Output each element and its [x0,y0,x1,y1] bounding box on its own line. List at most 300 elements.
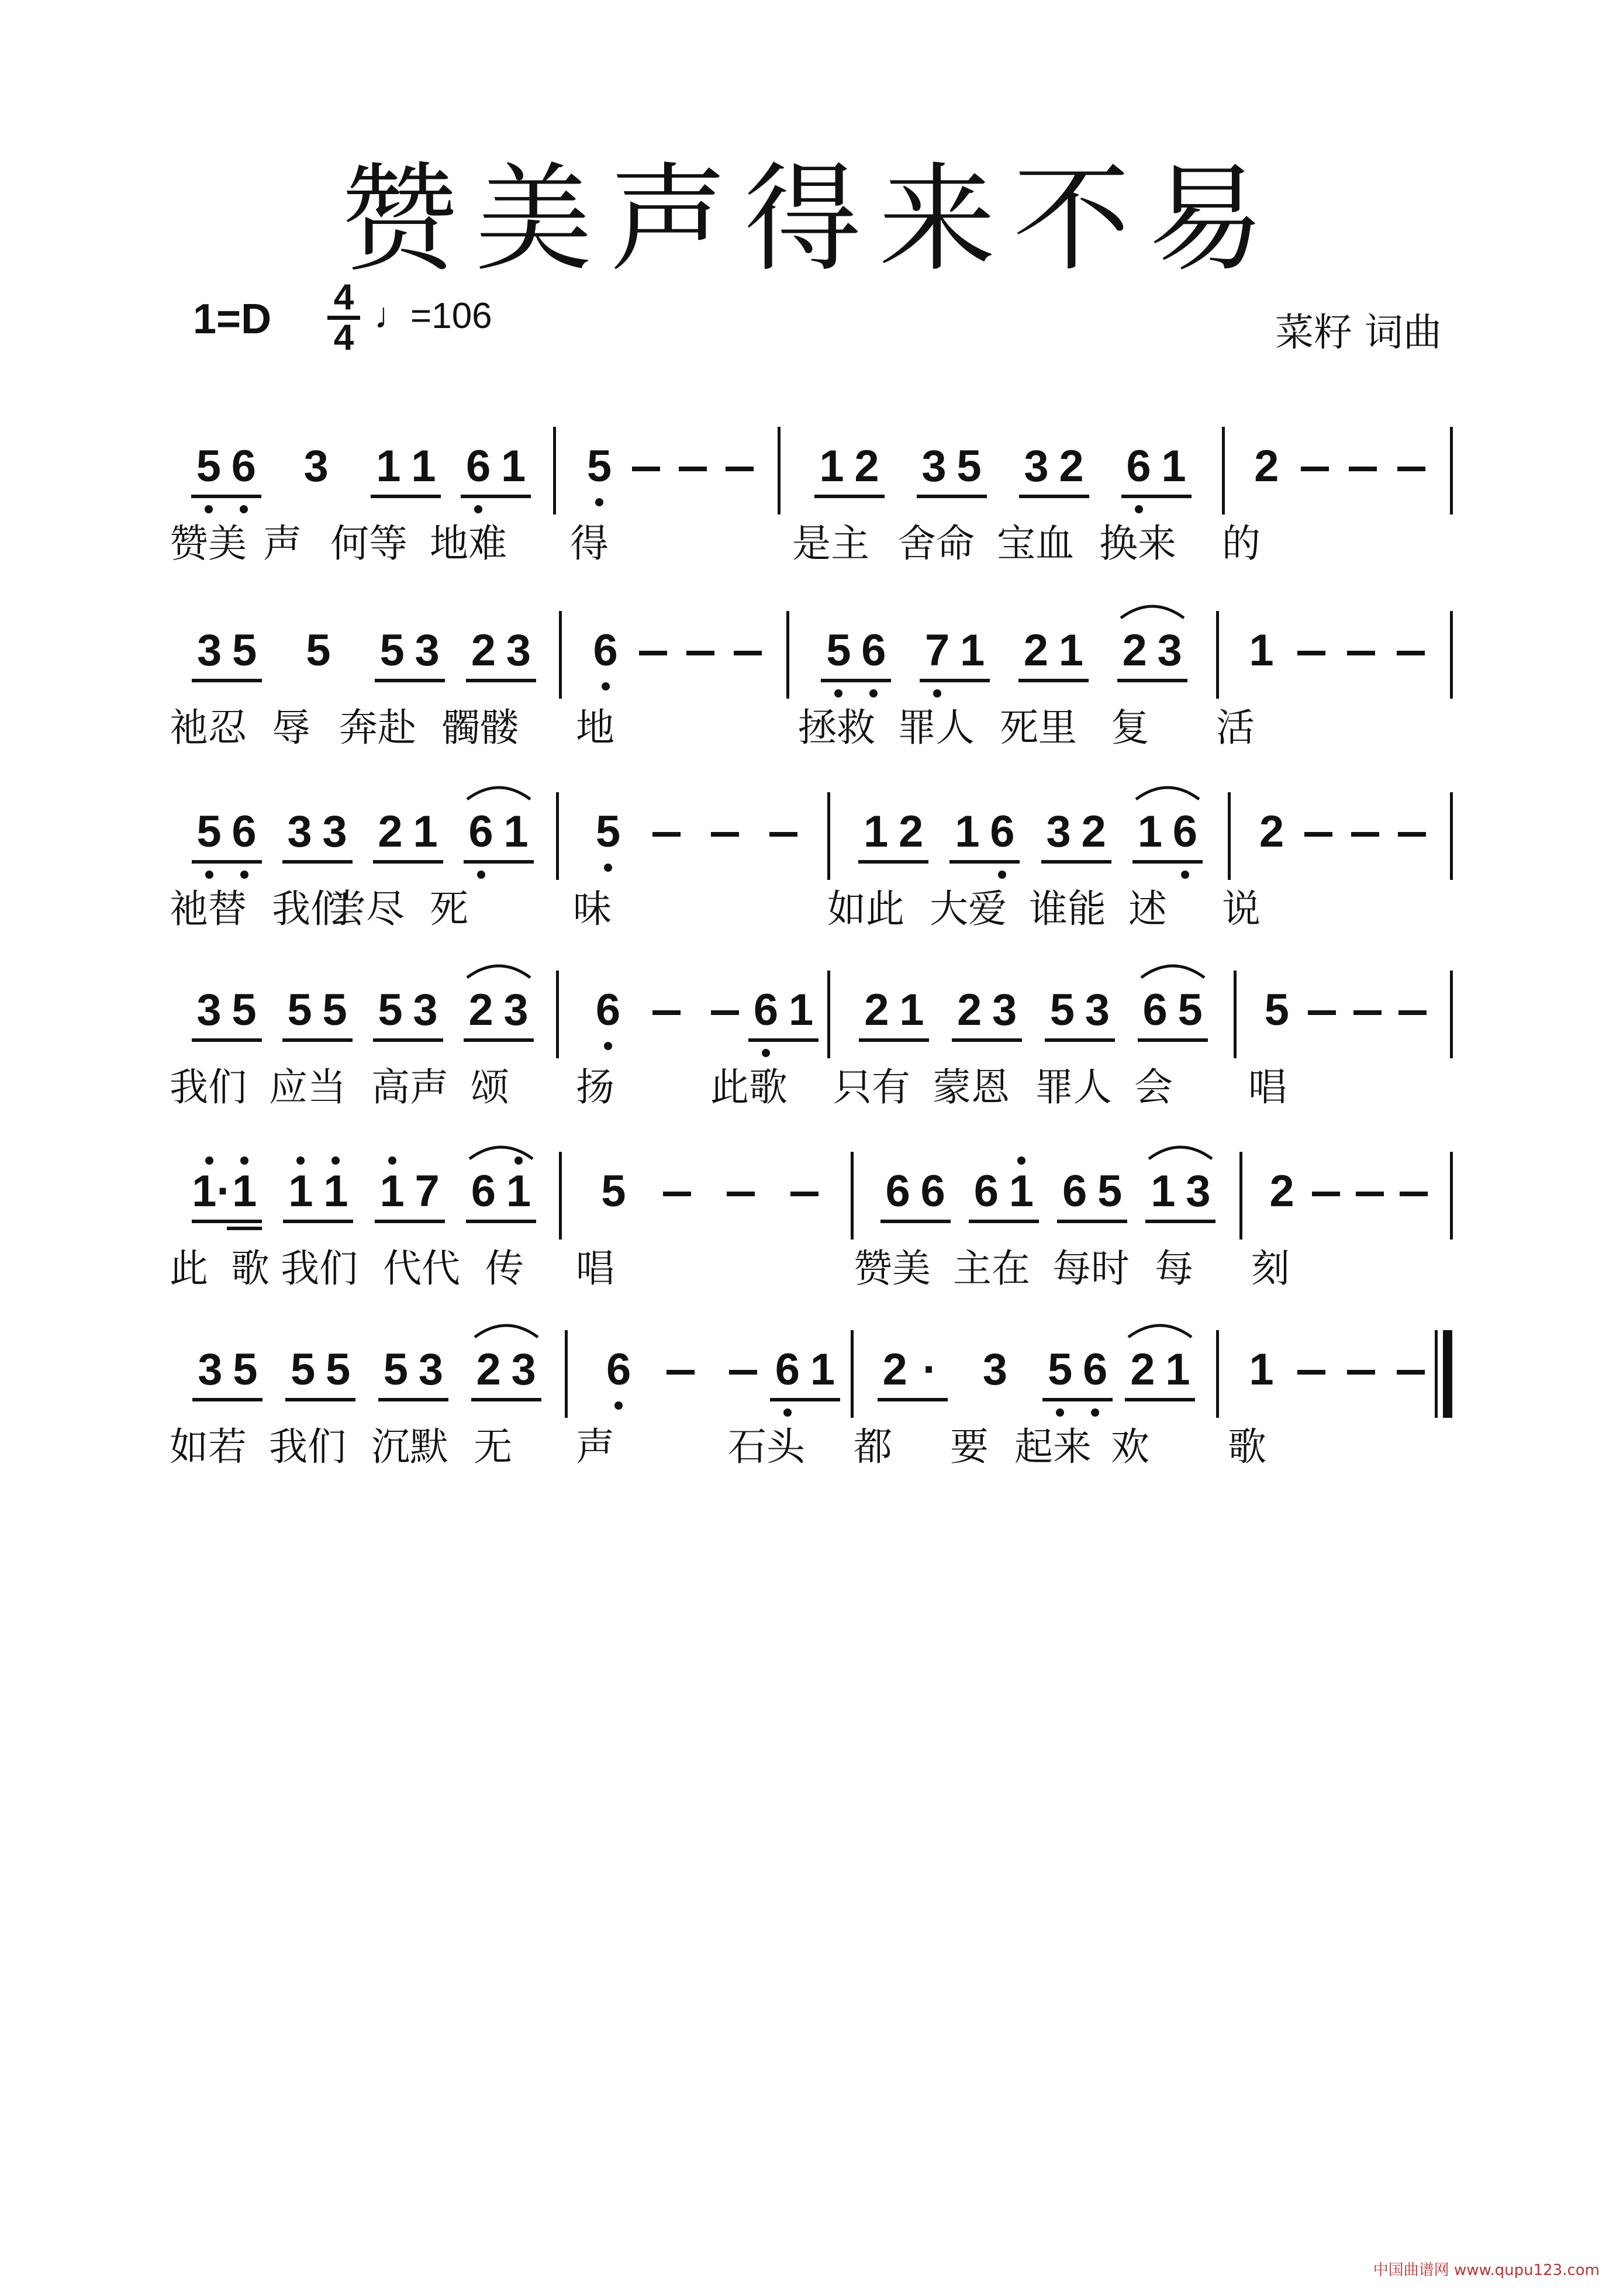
octave-dot-low [205,505,213,513]
lyric-syllable: 只有 [833,1065,910,1110]
eighth-underline [378,1398,448,1401]
octave-dot-low [1056,1408,1064,1417]
note: 5 [196,807,222,857]
eighth-underline [949,860,1020,864]
lyric-syllable: 声 [263,521,302,566]
note: 6 [231,441,257,491]
note: 3 [322,807,347,857]
octave-dot-high [388,1156,396,1165]
dash-extension [734,651,762,655]
octave-dot-high [1017,1156,1025,1165]
octave-dot-low [474,505,482,513]
lyric-syllable: 髑髅 [441,705,519,750]
note: 5 [290,1345,316,1394]
note: 6 [973,1166,999,1216]
note: 2 [1130,1345,1155,1394]
note: 6 [1062,1166,1087,1216]
lyric-syllable: 换来 [1099,521,1176,566]
dash-extension [1297,651,1325,655]
note: 6 [920,1166,945,1216]
octave-dot-high [331,1156,340,1165]
note: 3 [415,626,440,675]
slur-arc [1138,958,1208,981]
note: 3 [1157,626,1182,675]
note: 1 [500,441,526,491]
note: 1 [1151,1166,1176,1216]
note: 2 [864,985,889,1035]
note: 2 [378,807,403,857]
octave-dot-high [240,1156,248,1165]
eighth-underline [1121,495,1192,498]
eighth-underline [464,860,534,864]
eighth-underline [920,679,990,682]
eighth-underline [1041,860,1111,864]
lyric-syllable: 味 [573,886,612,931]
octave-dot-high [296,1156,305,1165]
dash-extension [1297,1370,1325,1375]
note: 1 [1058,626,1084,675]
song-title: 赞美声得来不易 [340,151,1282,288]
eighth-underline [1057,1220,1127,1223]
slur-arc [464,779,534,803]
note: 1 [788,985,814,1035]
slur-arc [1132,779,1203,803]
lyric-syllable: 得 [570,521,609,566]
dash-extension [769,832,797,837]
eighth-underline [1045,1038,1115,1042]
note: 3 [1024,441,1049,491]
lyric-syllable: 扬 [576,1065,614,1110]
note: 5 [378,985,403,1035]
eighth-underline [471,1398,541,1401]
lyric-syllable: 的 [1222,521,1261,566]
slur-arc [1125,1317,1195,1341]
octave-dot-low [602,682,610,690]
lyric-syllable: 奔赴 [339,705,416,750]
eighth-underline [373,860,443,864]
eighth-underline [1042,1398,1113,1401]
score-system [0,1345,1623,1500]
eighth-underline [461,495,531,498]
dash-extension [1347,651,1375,655]
lyric-syllable: 死里 [1000,705,1077,750]
dash-extension [1397,651,1425,655]
lyric-syllable: 谁能 [1029,886,1106,931]
note: 3 [196,985,222,1035]
dash-extension [1356,1192,1384,1196]
note: 1 [955,807,980,857]
final-barline [1443,1330,1452,1418]
note: 5 [1177,985,1203,1035]
eighth-underline [192,679,262,682]
lyric-syllable: 赞美 [170,521,247,566]
barline [1450,611,1453,699]
eighth-underline [1019,495,1089,498]
note: 1 [1009,1166,1034,1216]
note: 1 [323,1166,348,1216]
dash-extension [1398,832,1426,837]
note: 3 [921,441,947,491]
note: 6 [232,807,257,857]
lyric-syllable: 代代 [383,1246,460,1291]
dash-extension [686,651,714,655]
note: 5 [586,441,612,491]
lyric-syllable: 如若 [170,1424,247,1469]
lyric-syllable: 罪人 [1035,1065,1112,1110]
dash-extension [711,832,739,837]
note: 2 [468,985,493,1035]
eighth-underline [371,495,441,498]
octave-dot-high [205,1156,213,1165]
note: 1· [192,1166,232,1216]
note: 2 [471,626,496,675]
note: 2 [854,441,879,491]
note: 6 [990,807,1015,857]
note: 5 [196,441,222,491]
lyric-syllable: 地 [576,705,614,750]
note: 7 [415,1166,440,1216]
lyric-syllable: 是主 [792,521,869,566]
barline [1450,427,1453,515]
lyric-syllable: 沉默 [371,1424,448,1469]
eighth-underline [282,1038,353,1042]
lyric-syllable: 辱 [272,705,310,750]
eighth-underline [285,1398,355,1401]
note: 6 [753,985,779,1035]
note: 6 [1172,807,1198,857]
lyric-syllable: 应当 [269,1065,346,1110]
barline [778,427,781,515]
slur-arc [1145,1139,1215,1162]
eighth-underline [192,860,262,864]
eighth-underline [770,1398,840,1401]
barline [1239,1152,1242,1240]
note: 6 [593,626,618,675]
lyric-syllable: 每时 [1052,1246,1130,1291]
eighth-underline [1138,1038,1208,1042]
note: 1 [379,1166,405,1216]
lyric-syllable: 颂 [471,1065,509,1110]
eighth-underline [814,495,885,498]
lyric-syllable: 述 [1128,886,1167,931]
note: 3 [287,807,312,857]
eighth-underline [373,1038,443,1042]
barline [1435,1330,1438,1418]
note: 1 [899,985,924,1035]
note: 3 [413,985,438,1035]
eighth-underline [1132,860,1203,864]
dash-extension [1301,467,1329,471]
eighth-underline [192,1398,263,1401]
note: 5 [325,1345,351,1394]
time-signature-bottom: 4 [333,317,354,358]
lyric-syllable: 都 [854,1424,892,1469]
octave-dot-low [614,1401,623,1410]
dash-extension [652,832,681,837]
lyric-syllable: 会 [1134,1065,1173,1110]
note: 1 [232,1166,257,1216]
note: 5 [595,807,621,857]
eighth-underline [466,679,536,682]
eighth-underline [282,860,353,864]
slur-arc [471,1317,541,1341]
note: 5 [601,1166,626,1216]
note: 6 [885,1166,910,1216]
note: 3 [196,626,222,675]
note: 5 [379,626,405,675]
note: 3 [1085,985,1110,1035]
barline [827,792,830,880]
tempo-marking: ♩=106 [374,296,492,336]
barline [1222,427,1225,515]
note: 7 [924,626,950,675]
lyric-syllable: 祂忍 [170,705,247,750]
dash-extension [1398,1010,1427,1015]
octave-dot-low [1135,505,1143,513]
note: 1 [863,807,889,857]
lyric-syllable: 我们 [281,1246,358,1291]
sixteenth-underline [227,1227,262,1230]
lyric-syllable: 大爱 [930,886,1007,931]
barline [851,1330,854,1418]
octave-dot-low [477,871,485,879]
note: 2 [882,1345,907,1394]
octave-dot-low [604,1042,612,1050]
eighth-underline [191,495,261,498]
watermark-logo: 中国曲谱网 www.qupu123.com [1373,2262,1600,2279]
lyric-syllable: 歌 [1228,1424,1266,1469]
lyric-syllable: 蒙恩 [933,1065,1010,1110]
eighth-underline [821,679,891,682]
lyric-syllable: 死 [430,886,468,931]
barline [559,611,562,699]
score-system [0,807,1623,962]
note: 1 [810,1345,835,1394]
note: 5 [287,985,312,1035]
note: 1 [288,1166,313,1216]
note: 3 [992,985,1017,1035]
dash-extension [790,1192,819,1196]
note: 1 [503,807,529,857]
octave-dot-low [834,689,842,698]
note: 5 [322,985,347,1035]
note: 5 [306,626,331,675]
eighth-underline [880,1220,951,1223]
note: 6 [775,1345,800,1394]
note: 1 [1165,1345,1190,1394]
lyric-syllable: 石头 [728,1424,805,1469]
lyric-syllable: 何等 [330,521,408,566]
note: 6 [465,441,491,491]
note: 1 [376,441,401,491]
eighth-underline [466,1220,536,1223]
lyric-syllable: 活 [1216,705,1255,750]
octave-dot-low [604,864,612,872]
note: 2 [1081,807,1106,857]
eighth-underline [283,1220,353,1223]
eighth-underline [858,860,928,864]
note: 6 [468,807,493,857]
composer-credit: 菜籽 词曲 [1275,310,1442,355]
eighth-underline [969,1220,1039,1223]
dash-extension [667,1370,695,1375]
dash-extension [1308,1010,1336,1015]
lyric-syllable: 起来 [1014,1424,1092,1469]
key-signature: 1=D [193,296,272,343]
eighth-underline [859,1038,929,1042]
note: 1 [506,1166,531,1216]
octave-dot-low [933,689,941,698]
note: 1 [1161,441,1186,491]
barline [556,971,559,1058]
note: 6 [471,1166,496,1216]
eighth-underline [1117,679,1187,682]
note: 5 [1097,1166,1123,1216]
barline [786,611,789,699]
lyric-syllable: 每 [1155,1246,1193,1291]
lyric-syllable: 无 [474,1424,512,1469]
lyric-syllable: 我们 [269,1424,346,1469]
note: 2 [1059,441,1084,491]
note: 3 [303,441,329,491]
note: 2 [898,807,924,857]
score-system [0,441,1623,596]
eighth-underline [1018,679,1089,682]
note: 5 [956,441,982,491]
dash-extension [1397,1370,1425,1375]
note: 2 [1259,807,1284,857]
note: 2 [956,985,982,1035]
dash-extension [726,467,754,471]
lyric-syllable: 赞美 [854,1246,931,1291]
note: 3 [511,1345,536,1394]
barline [851,1152,854,1240]
lyric-syllable: 舍命 [897,521,975,566]
dash-extension [729,1370,757,1375]
eighth-underline [375,679,445,682]
barline [556,792,559,880]
note: 3 [506,626,531,675]
time-signature-top: 4 [333,277,354,317]
time-signature [327,277,360,358]
score-system [0,626,1623,781]
lyric-syllable: 唱 [576,1246,614,1291]
lyric-syllable: 欢 [1111,1424,1149,1469]
note: 1 [1249,1345,1274,1394]
lyric-syllable: 复 [1111,705,1149,750]
note: 5 [1049,985,1075,1035]
octave-dot-low [998,871,1006,879]
lyric-syllable: 罪人 [897,705,975,750]
barline [1216,611,1219,699]
lyric-syllable: 拯救 [798,705,875,750]
note: 2 [1269,1166,1294,1216]
note: 1 [959,626,985,675]
octave-dot-low [240,871,248,879]
dash-extension [1351,832,1379,837]
lyric-syllable: 传 [485,1246,524,1291]
note: 2 [1122,626,1147,675]
lyric-syllable: 如此 [827,886,904,931]
lyric-syllable: 唱 [1248,1065,1287,1110]
barline [1234,971,1237,1058]
barline [1450,971,1453,1058]
barline [1216,1330,1219,1418]
note: 6 [595,985,621,1035]
dash-extension [1304,832,1332,837]
eighth-underline [375,1220,445,1223]
dash-extension [639,651,667,655]
dash-extension [727,1192,755,1196]
note: 3 [1046,807,1071,857]
lyric-syllable: 高声 [371,1065,448,1110]
lyric-syllable: 刻 [1251,1246,1290,1291]
note: 6 [1126,441,1151,491]
lyric-syllable: 声 [576,1424,614,1469]
barline [1450,1152,1453,1240]
note: 1 [1137,807,1163,857]
dash-extension [1312,1192,1340,1196]
note: 6 [861,626,886,675]
dash-extension [1347,1370,1375,1375]
note: 1 [411,441,436,491]
barline [1228,792,1231,880]
note: 5 [233,1345,258,1394]
dash-extension [1349,467,1377,471]
lyric-syllable: 宝血 [997,521,1074,566]
octave-dot-low [1181,871,1189,879]
note: 2 [476,1345,501,1394]
score-system [0,985,1623,1140]
note: 3 [982,1345,1008,1394]
octave-dot-low [762,1049,770,1057]
note: 5 [383,1345,409,1394]
slur-arc [466,1139,536,1162]
lyric-syllable: 祂替 [170,886,247,931]
lyric-syllable: 主在 [953,1246,1030,1291]
dash-extension [1353,1010,1382,1015]
octave-dot-low [595,498,603,506]
eighth-underline [952,1038,1022,1042]
lyric-syllable: 说 [1222,886,1261,931]
note: 3 [198,1345,223,1394]
dash-extension [679,467,707,471]
dash-extension [1400,1192,1428,1196]
dash-extension [632,467,660,471]
note: 5 [1047,1345,1073,1394]
note: 5 [1264,985,1289,1035]
lyric-syllable: 我们 [170,1065,247,1110]
note: 2 [1254,441,1279,491]
slur-arc [1117,598,1187,622]
dash-extension [1397,467,1425,471]
note: 5 [232,985,257,1035]
lyric-syllable: 此 [170,1246,208,1291]
note: 1 [819,441,844,491]
eighth-underline [1145,1220,1215,1223]
octave-dot-low [205,871,213,879]
note: 1 [1249,626,1274,675]
octave-dot-low [869,689,878,698]
note: 5 [826,626,851,675]
barline [1450,792,1453,880]
eighth-underline [464,1038,534,1042]
note: 3 [418,1345,444,1394]
lyric-syllable: 我们 [272,886,349,931]
eighth-underline [878,1398,948,1401]
note: 3 [1186,1166,1211,1216]
barline [559,1152,562,1240]
